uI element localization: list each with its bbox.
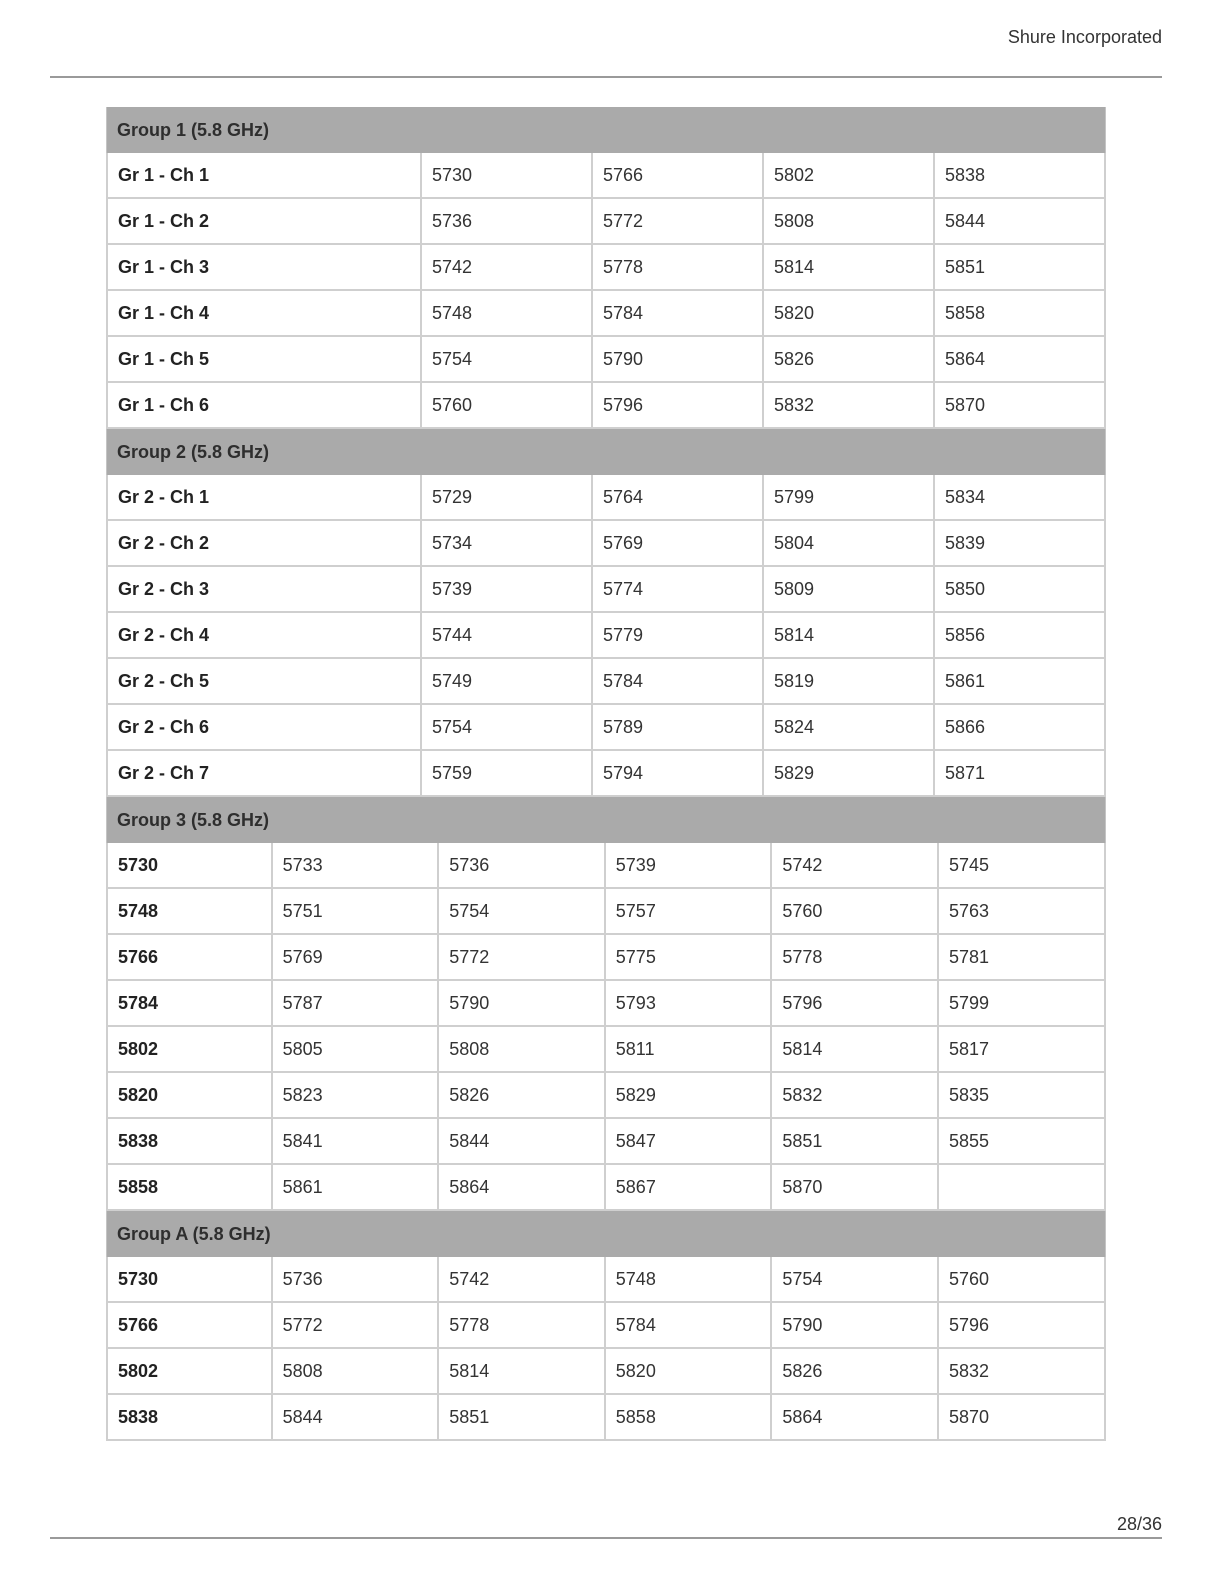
table-row (106, 153, 1106, 199)
frequency-value: 5778 (439, 1303, 606, 1349)
frequency-value: 5870 (935, 383, 1106, 429)
frequency-value: 5759 (422, 751, 593, 797)
frequency-value: 5861 (273, 1165, 440, 1211)
channel-label: Gr 1 - Ch 1 (106, 153, 422, 199)
frequency-value: 5774 (593, 567, 764, 613)
channel-label: Gr 1 - Ch 5 (106, 337, 422, 383)
frequency-value: 5867 (606, 1165, 773, 1211)
footer-rule (50, 1537, 1162, 1539)
channel-label: Gr 2 - Ch 3 (106, 567, 422, 613)
frequency-value: 5844 (935, 199, 1106, 245)
frequency-value: 5781 (939, 935, 1106, 981)
frequency-value: 5829 (764, 751, 935, 797)
channel-label: 5858 (106, 1165, 273, 1211)
table-row (106, 1395, 1106, 1441)
frequency-value: 5787 (273, 981, 440, 1027)
channel-label: 5838 (106, 1395, 273, 1441)
frequency-value: 5858 (606, 1395, 773, 1441)
table-row (106, 199, 1106, 245)
frequency-value: 5784 (593, 659, 764, 705)
table-row (106, 1349, 1106, 1395)
frequency-value: 5819 (764, 659, 935, 705)
frequency-value: 5742 (772, 843, 939, 889)
frequency-value: 5841 (273, 1119, 440, 1165)
frequency-value: 5784 (593, 291, 764, 337)
group-header: Group 2 (5.8 GHz) (106, 429, 1106, 475)
frequency-value: 5832 (764, 383, 935, 429)
channel-label: Gr 2 - Ch 1 (106, 475, 422, 521)
table-row (106, 1027, 1106, 1073)
channel-label: Gr 2 - Ch 4 (106, 613, 422, 659)
frequency-value: 5824 (764, 705, 935, 751)
frequency-value: 5772 (273, 1303, 440, 1349)
frequency-value: 5804 (764, 521, 935, 567)
frequency-value: 5817 (939, 1027, 1106, 1073)
frequency-value: 5832 (772, 1073, 939, 1119)
channel-label: 5766 (106, 1303, 273, 1349)
table-row (106, 1165, 1106, 1211)
frequency-value: 5796 (772, 981, 939, 1027)
frequency-value: 5839 (935, 521, 1106, 567)
group-header: Group 3 (5.8 GHz) (106, 797, 1106, 843)
channel-label: 5766 (106, 935, 273, 981)
frequency-value: 5838 (935, 153, 1106, 199)
frequency-value: 5789 (593, 705, 764, 751)
frequency-value: 5736 (422, 199, 593, 245)
frequency-value: 5829 (606, 1073, 773, 1119)
frequency-value: 5794 (593, 751, 764, 797)
frequency-value: 5739 (606, 843, 773, 889)
frequency-value: 5736 (273, 1257, 440, 1303)
channel-label: Gr 2 - Ch 7 (106, 751, 422, 797)
channel-label: Gr 2 - Ch 6 (106, 705, 422, 751)
frequency-value: 5805 (273, 1027, 440, 1073)
frequency-value: 5779 (593, 613, 764, 659)
frequency-value: 5826 (764, 337, 935, 383)
channel-label: 5838 (106, 1119, 273, 1165)
channel-label: Gr 1 - Ch 4 (106, 291, 422, 337)
frequency-value: 5775 (606, 935, 773, 981)
frequency-value: 5851 (772, 1119, 939, 1165)
frequency-value: 5729 (422, 475, 593, 521)
frequency-value: 5757 (606, 889, 773, 935)
frequency-value: 5748 (606, 1257, 773, 1303)
table-row (106, 245, 1106, 291)
frequency-value: 5844 (273, 1395, 440, 1441)
frequency-value: 5748 (422, 291, 593, 337)
table-row (106, 337, 1106, 383)
channel-label: 5748 (106, 889, 273, 935)
frequency-value: 5835 (939, 1073, 1106, 1119)
frequency-value: 5742 (422, 245, 593, 291)
frequency-value: 5734 (422, 521, 593, 567)
channel-label: Gr 1 - Ch 3 (106, 245, 422, 291)
frequency-value: 5730 (422, 153, 593, 199)
frequency-value: 5733 (273, 843, 440, 889)
frequency-value: 5769 (593, 521, 764, 567)
frequency-value: 5826 (439, 1073, 606, 1119)
table-row (106, 521, 1106, 567)
frequency-value: 5808 (439, 1027, 606, 1073)
frequency-value: 5808 (273, 1349, 440, 1395)
frequency-value: 5864 (439, 1165, 606, 1211)
frequency-value: 5808 (764, 199, 935, 245)
frequency-value: 5778 (772, 935, 939, 981)
channel-label: 5730 (106, 1257, 273, 1303)
table-row (106, 935, 1106, 981)
group-header: Group A (5.8 GHz) (106, 1211, 1106, 1257)
frequency-value: 5790 (439, 981, 606, 1027)
frequency-value: 5754 (439, 889, 606, 935)
frequency-value: 5851 (439, 1395, 606, 1441)
frequency-value: 5851 (935, 245, 1106, 291)
frequency-value: 5858 (935, 291, 1106, 337)
table-row (106, 1119, 1106, 1165)
channel-label: 5802 (106, 1349, 273, 1395)
frequency-value: 5764 (593, 475, 764, 521)
table-row (106, 475, 1106, 521)
frequency-value: 5763 (939, 889, 1106, 935)
channel-label: 5820 (106, 1073, 273, 1119)
table-row (106, 383, 1106, 429)
table-row (106, 751, 1106, 797)
table-row (106, 981, 1106, 1027)
frequency-value: 5760 (939, 1257, 1106, 1303)
table-row (106, 889, 1106, 935)
frequency-value: 5844 (439, 1119, 606, 1165)
frequency-value: 5814 (764, 245, 935, 291)
group-header: Group 1 (5.8 GHz) (106, 107, 1106, 153)
table-row (106, 843, 1106, 889)
table-row (106, 659, 1106, 705)
frequency-value (939, 1165, 1106, 1211)
frequency-value: 5834 (935, 475, 1106, 521)
frequency-value: 5751 (273, 889, 440, 935)
page-number: 28/36 (1116, 1514, 1162, 1534)
frequency-value: 5754 (422, 337, 593, 383)
table-row (106, 567, 1106, 613)
channel-label: Gr 2 - Ch 2 (106, 521, 422, 567)
frequency-value: 5861 (935, 659, 1106, 705)
frequency-value: 5870 (939, 1395, 1106, 1441)
frequency-value: 5799 (764, 475, 935, 521)
table-row (106, 1073, 1106, 1119)
frequency-value: 5820 (606, 1349, 773, 1395)
frequency-value: 5826 (772, 1349, 939, 1395)
frequency-value: 5809 (764, 567, 935, 613)
frequency-value: 5790 (772, 1303, 939, 1349)
frequency-value: 5811 (606, 1027, 773, 1073)
table-row (106, 705, 1106, 751)
frequency-value: 5871 (935, 751, 1106, 797)
frequency-table (106, 107, 1106, 1441)
frequency-value: 5850 (935, 567, 1106, 613)
frequency-value: 5754 (422, 705, 593, 751)
frequency-value: 5814 (764, 613, 935, 659)
frequency-value: 5739 (422, 567, 593, 613)
frequency-value: 5802 (764, 153, 935, 199)
frequency-value: 5760 (422, 383, 593, 429)
channel-label: Gr 2 - Ch 5 (106, 659, 422, 705)
channel-label: 5784 (106, 981, 273, 1027)
frequency-value: 5736 (439, 843, 606, 889)
frequency-value: 5766 (593, 153, 764, 199)
frequency-value: 5772 (593, 199, 764, 245)
frequency-value: 5814 (439, 1349, 606, 1395)
frequency-value: 5784 (606, 1303, 773, 1349)
frequency-value: 5823 (273, 1073, 440, 1119)
frequency-value: 5749 (422, 659, 593, 705)
channel-label: Gr 1 - Ch 6 (106, 383, 422, 429)
frequency-value: 5778 (593, 245, 764, 291)
channel-label: 5730 (106, 843, 273, 889)
frequency-value: 5744 (422, 613, 593, 659)
header-rule (50, 76, 1162, 78)
frequency-value: 5796 (939, 1303, 1106, 1349)
frequency-value: 5847 (606, 1119, 773, 1165)
channel-label: Gr 1 - Ch 2 (106, 199, 422, 245)
frequency-value: 5796 (593, 383, 764, 429)
frequency-value: 5856 (935, 613, 1106, 659)
table-row (106, 1303, 1106, 1349)
frequency-value: 5772 (439, 935, 606, 981)
table-row (106, 1257, 1106, 1303)
frequency-value: 5866 (935, 705, 1106, 751)
frequency-value: 5742 (439, 1257, 606, 1303)
frequency-value: 5820 (764, 291, 935, 337)
frequency-value: 5745 (939, 843, 1106, 889)
frequency-value: 5790 (593, 337, 764, 383)
frequency-value: 5870 (772, 1165, 939, 1211)
table-row (106, 613, 1106, 659)
frequency-value: 5832 (939, 1349, 1106, 1395)
frequency-value: 5799 (939, 981, 1106, 1027)
frequency-value: 5864 (935, 337, 1106, 383)
frequency-value: 5769 (273, 935, 440, 981)
frequency-value: 5754 (772, 1257, 939, 1303)
channel-label: 5802 (106, 1027, 273, 1073)
table-row (106, 291, 1106, 337)
frequency-value: 5864 (772, 1395, 939, 1441)
frequency-value: 5855 (939, 1119, 1106, 1165)
frequency-value: 5760 (772, 889, 939, 935)
frequency-value: 5814 (772, 1027, 939, 1073)
company-name: Shure Incorporated (1007, 27, 1162, 47)
frequency-value: 5793 (606, 981, 773, 1027)
